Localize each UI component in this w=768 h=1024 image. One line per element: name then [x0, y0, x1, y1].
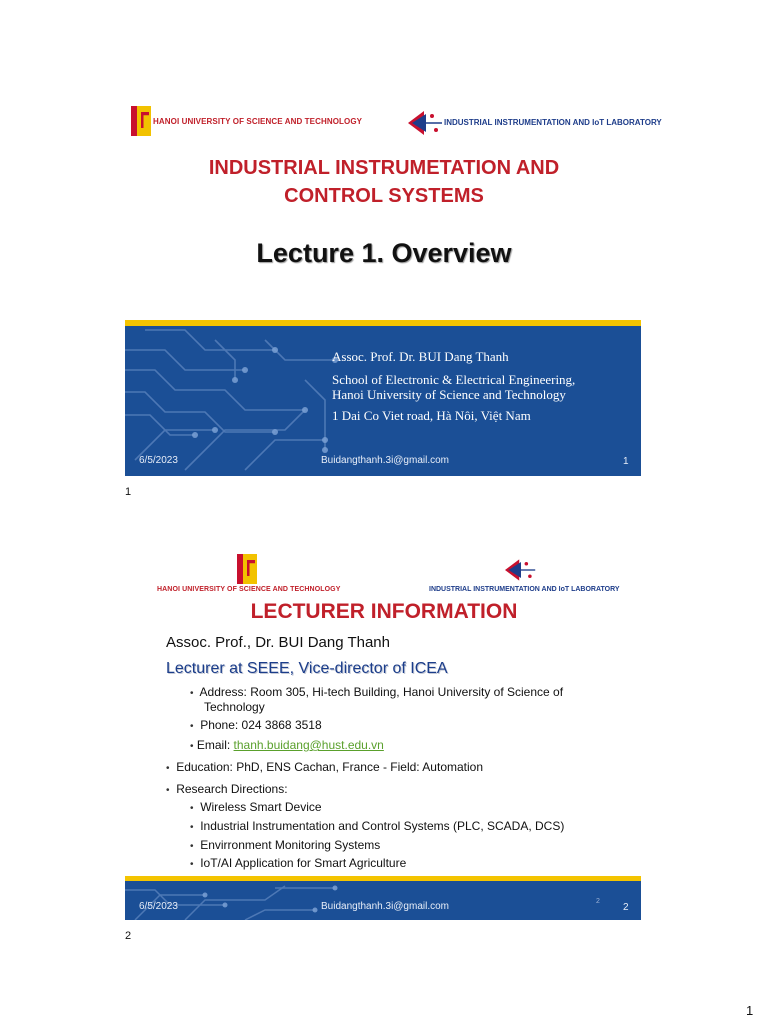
lecturer-name: Assoc. Prof., Dr. BUI Dang Thanh — [166, 634, 390, 651]
circuit-pattern — [125, 876, 365, 920]
bullet-icon: • — [190, 803, 194, 814]
school-line2: Hanoi University of Science and Technology — [332, 387, 566, 402]
university-name: HANOI UNIVERSITY OF SCIENCE AND TECHNOLOGY — [157, 586, 341, 593]
research-item — [166, 782, 288, 798]
address: 1 Dai Co Viet road, Hà Nôi, Việt Nam — [332, 408, 531, 423]
course-title-line1: INDUSTRIAL INSTRUMETATION AND — [208, 157, 560, 179]
address-line1: Address: Room 305, Hi-tech Building, Hanoi University of Science of — [199, 685, 564, 699]
circuit-pattern — [125, 320, 365, 476]
address-item — [190, 685, 563, 701]
phone: Phone: 024 3868 3518 — [200, 718, 322, 732]
research-item-2 — [190, 819, 564, 835]
phone-item — [190, 718, 322, 734]
bullet-icon: • — [190, 721, 194, 732]
lab-name: INDUSTRIAL INSTRUMENTATION AND IoT LABORATORY — [429, 586, 620, 593]
university-name: HANOI UNIVERSITY OF SCIENCE AND TECHNOLOGY — [153, 117, 363, 126]
lab-logo-icon — [408, 108, 444, 138]
research-text: IoT/AI Application for Smart Agriculture — [200, 856, 407, 870]
footer-small-page: 2 — [596, 898, 600, 905]
footer-email: Buidangthanh.3i@gmail.com — [321, 901, 450, 912]
research-item-3 — [190, 838, 380, 854]
course-title-line2: CONTROL SYSTEMS — [284, 185, 484, 207]
email-link[interactable]: thanh.buidang@hust.edu.vn — [233, 738, 384, 752]
address-line2: Technology — [204, 700, 265, 714]
lab-logo-icon — [505, 556, 537, 584]
research-item-4 — [190, 856, 406, 872]
email-item — [190, 738, 384, 754]
lecturer-role: Lecturer at SEEE, Vice-director of ICEA — [166, 660, 448, 677]
author-name: Assoc. Prof. Dr. BUI Dang Thanh — [332, 349, 509, 364]
research-text: Wireless Smart Device — [200, 800, 322, 814]
bullet-icon: • — [190, 688, 194, 699]
research-item-1 — [190, 800, 322, 816]
footer-page: 1 — [623, 456, 629, 467]
bullet-icon: • — [166, 763, 170, 774]
education-item — [166, 760, 483, 776]
document-page-number: 1 — [746, 1003, 754, 1018]
lecturer-information-heading: LECTURER INFORMATION — [250, 600, 518, 623]
bullet-icon: • — [190, 841, 194, 852]
lab-name: INDUSTRIAL INSTRUMENTATION AND IoT LABORATORY — [444, 118, 662, 127]
hust-logo — [237, 554, 257, 584]
slide-number-1: 1 — [125, 486, 132, 498]
bullet-icon: • — [166, 785, 170, 796]
research-text: Industrial Instrumentation and Control Systems (PLC, SCADA, DCS) — [200, 819, 565, 833]
footer-date: 6/5/2023 — [139, 901, 178, 912]
bullet-icon: • — [190, 741, 194, 752]
title-banner — [125, 320, 641, 476]
bullet-icon: • — [190, 859, 194, 870]
school-line1: School of Electronic & Electrical Engineering, — [332, 372, 576, 387]
footer-banner — [125, 876, 641, 920]
hust-logo — [131, 106, 151, 136]
footer-date: 6/5/2023 — [139, 455, 178, 466]
lecture-title: Lecture 1. Overview — [256, 238, 512, 268]
education: Education: PhD, ENS Cachan, France - Field: Automation — [176, 760, 484, 774]
footer-email: Buidangthanh.3i@gmail.com — [321, 455, 450, 466]
slide-number-2: 2 — [125, 930, 132, 942]
email-label: Email: — [196, 738, 234, 752]
research-text: Envirronment Monitoring Systems — [200, 838, 381, 852]
research-directions: Research Directions: — [176, 782, 288, 796]
footer-page: 2 — [623, 902, 629, 913]
bullet-icon: • — [190, 822, 194, 833]
